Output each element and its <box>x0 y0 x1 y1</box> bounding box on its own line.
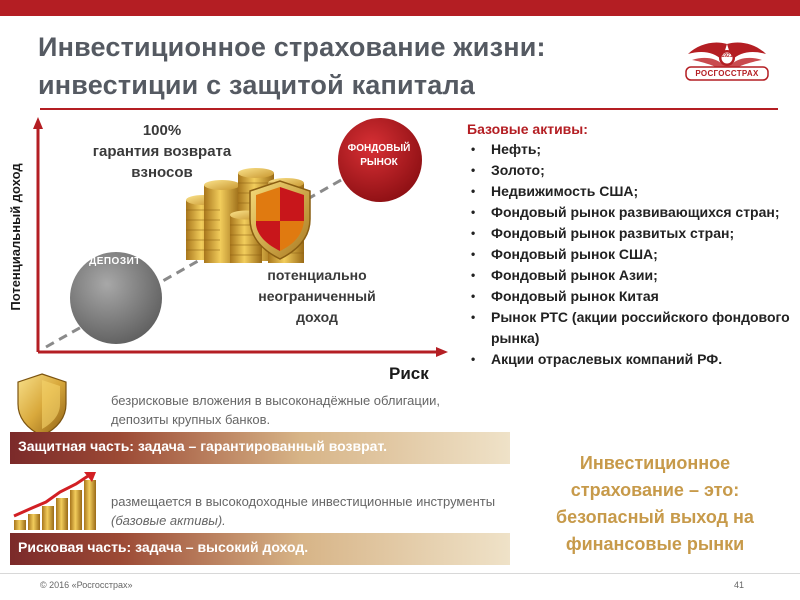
bullet-icon: • <box>471 310 476 324</box>
risk-part-description <box>111 492 511 530</box>
safe-part-band <box>10 432 510 464</box>
asset-name: Нефть; <box>491 141 542 157</box>
page-number: 41 <box>734 580 745 590</box>
base-assets-title: Базовые активы: <box>467 121 588 137</box>
risk-part-description-italic: (базовые активы). <box>111 513 226 528</box>
list-item <box>467 244 800 265</box>
definition-line-2: страхование – это: <box>570 480 740 500</box>
footer-copyright: © 2016 «Росгосстрах» <box>40 580 133 590</box>
bullet-icon: • <box>471 352 476 366</box>
list-item <box>467 181 800 202</box>
x-axis-label: Риск <box>389 364 429 383</box>
capital-guarantee-label <box>52 120 272 183</box>
asset-name: Фондовый рынок развитых стран; <box>491 225 735 241</box>
safe-part-description: безрисковые вложения в высоконадёжные облигации, депозиты крупных банков. <box>111 393 440 427</box>
bullet-icon: • <box>471 247 476 261</box>
bullet-icon: • <box>471 226 476 240</box>
asset-name: Фондовый рынок развивающихся стран; <box>491 204 780 220</box>
list-item <box>467 349 800 370</box>
base-assets-panel <box>467 121 800 370</box>
asset-name: Акции отраслевых компаний РФ. <box>491 351 723 367</box>
list-item <box>467 223 800 244</box>
unlimited-income-2: неограниченный <box>258 288 376 304</box>
logo-year: 1921 <box>721 53 733 59</box>
definition-line-4: финансовые рынки <box>565 534 745 554</box>
definition-line-1: Инвестиционное <box>579 453 731 473</box>
bullet-icon: • <box>471 205 476 219</box>
definition-line-3: безопасный выход на <box>556 507 754 527</box>
stock-market-label-2: РЫНОК <box>360 157 398 168</box>
list-item <box>467 307 800 349</box>
bullet-icon: • <box>471 268 476 282</box>
unlimited-income-3: доход <box>296 309 338 325</box>
list-item <box>467 265 800 286</box>
gold-shield-icon <box>14 372 70 438</box>
stock-market-label-1: ФОНДОВЫЙ <box>347 143 411 154</box>
list-item <box>467 139 800 160</box>
guarantee-text-1: гарантия возврата <box>92 143 232 160</box>
rosgosstrakh-logo <box>684 38 770 86</box>
list-item <box>467 160 800 181</box>
guarantee-percent: 100% <box>142 122 182 139</box>
asset-name: Недвижимость США; <box>491 183 639 199</box>
bullet-icon: • <box>471 184 476 198</box>
asset-name: Рынок РТС (акции российского фондового рынка) <box>491 309 790 346</box>
unlimited-income-label <box>232 265 402 328</box>
asset-name: Золото; <box>491 162 545 178</box>
definition-callout <box>520 450 790 558</box>
deposit-label: ДЕПОЗИТ <box>89 256 141 267</box>
stock-market-label <box>334 142 424 170</box>
asset-name: Фондовый рынок Китая <box>491 288 659 304</box>
footer-divider <box>0 573 800 574</box>
title-line-2: инвестиции с защитой капитала <box>38 70 476 100</box>
asset-name: Фондовый рынок Азии; <box>491 267 658 283</box>
list-item <box>467 202 800 223</box>
header-bar <box>0 0 800 16</box>
risk-part-band-text: Рисковая часть: задача – высокий доход. <box>18 539 309 555</box>
risk-part-band <box>10 533 510 565</box>
safe-part-band-text: Защитная часть: задача – гарантированный возврат. <box>18 438 387 454</box>
bullet-icon: • <box>471 289 476 303</box>
asset-name: Фондовый рынок США; <box>491 246 658 262</box>
title-line-1: Инвестиционное страхование жизни: <box>38 32 546 62</box>
guarantee-text-2: взносов <box>131 164 193 181</box>
bullet-icon: • <box>471 142 476 156</box>
eagle-emblem-icon <box>684 38 770 86</box>
risk-part-description-text: размещается в высокодоходные инвестиционные инструменты <box>111 494 496 509</box>
growth-coins-icon <box>10 470 105 532</box>
y-axis-label: Потенциальный доход <box>8 163 23 311</box>
slide-title <box>38 28 658 104</box>
title-divider <box>40 108 778 110</box>
logo-wordmark: РОСГОССТРАХ <box>695 69 759 78</box>
list-item <box>467 286 800 307</box>
base-assets-list <box>467 139 800 370</box>
unlimited-income-1: потенциально <box>267 267 367 283</box>
bullet-icon: • <box>471 163 476 177</box>
